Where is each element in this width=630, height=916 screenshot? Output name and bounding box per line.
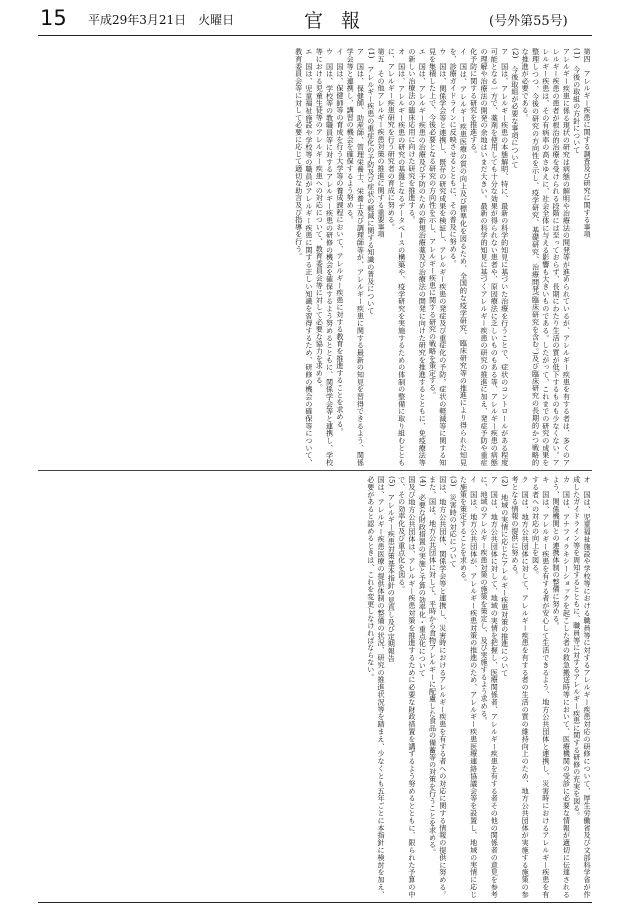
paragraph: イ 国は、地方公共団体が、アレルギー疾患対策の推進のため、アレルギー疾患医療連絡協議会等を設置し、地域の実情に応じた施策を策定することを求める。 — [459, 476, 479, 898]
paragraph: オ 国は、児童福祉施設や学校等における職員等に対するアレルギー疾患対応の研修について、厚生労働省及び文部科学省が作成したガイドライン等を周知するとともに、職員等に対するアレルギー疾患に関する研修の充実を図る。 — [572, 476, 592, 898]
paragraph: ク 国は、地方公共団体に対して、アレルギー疾患を有する者の生活の質の維持向上のため、地方公共団体が実施する施策の参考となる情報の提供に努める。 — [510, 476, 531, 898]
paragraph: ア 国は、地方公共団体に対して、地域の実情を把握し、医療関係者、アレルギー疾患を有する者その他の関係者の意見を参考に、地域のアレルギー疾患対策の施策を策定し、及び実施するよう求める。 — [480, 476, 500, 898]
issue-date: 平成29年3月21日 火曜日 — [88, 13, 235, 27]
paragraph: 国は、アレルギー疾患医療の提供体制の整備の状況、研究の推進状況等を踏まえ、少なくとも五年ごとに本指針に検討を加え、必要があると認めるときは、これを変更しなければならない。 — [366, 476, 387, 898]
paragraph: 第五 その他アレルギー疾患対策の推進に関する重要事項 — [377, 48, 387, 238]
footer-rule — [38, 902, 592, 903]
page-number: 15 — [40, 6, 67, 30]
paragraph: ア 国は、保健師、助産師、管理栄養士、栄養士及び調理師等が、アレルギー疾患に関する最新の知見を習得できるよう、関係学会等と連携し、講習の機会を確保するよう努める。 — [346, 48, 366, 466]
paragraph: ウ 国は、学校等の教職員等に対するアレルギー疾患の研修の機会を確保するよう努めるとともに、関係学会等と連携し、学校等における児童生徒等のアレルギー疾患への対応について、教育委員会等に対して必要な協力を求める。 — [315, 48, 335, 466]
section-divider — [38, 470, 592, 471]
paragraph: キ 国は、アレルギー疾患を有する者が安心して生活できるよう、地方公共団体と連携し、災害時におけるアレルギー疾患を有する者への対応の向上を図る。 — [531, 476, 551, 898]
paragraph: 第四 アレルギー疾患に関する調査及び研究に関する事項 — [583, 48, 592, 238]
paragraph: (2) 今後取組が必要な事項について — [510, 48, 520, 169]
paragraph: オ 国は、アレルギー疾患の研究の基盤となるデータベースの構築や、疫学研究を実施するための体制の整備に取り組むとともに、アレルギー疾患研究を行う研究者の育成に努める。 — [387, 48, 407, 466]
gazette-title: 官報 — [304, 10, 379, 32]
paragraph: ア 国は、アレルギー疾患の本態解明、特に、最新の科学的知見に基づいた治療を行うことで、症状のコントロールがある程度可能となる一方で、薬剤を使用しても十分な効果が得られない患者や、原因療法に乏しいものもある等、アレルギー疾患の病態の理解や治療法の開発の余地はいまだ大きい。最新の科学的知見に基づくアレルギー疾患の研究の推進に加え、発症予防や重症化予防に関する研究を推進する。 — [469, 48, 510, 466]
paragraph: (4) 必要な財政措置の実施と予算の効率化・重点化について — [418, 476, 428, 677]
header-rule — [38, 35, 592, 36]
paragraph: (5) アレルギー疾患対策基本指針の見直し及び定期報告 — [387, 476, 397, 662]
paragraph: (1) アレルギー疾患の重症化の予防及び症状の軽減に関する知識の普及について — [366, 48, 376, 315]
paragraph: (3) 災害時の対応について — [449, 476, 459, 567]
lower-text-block — [38, 476, 592, 898]
paragraph: アレルギー疾患に係る現状の研究は病態の解明や治療法の開発等が進められているが、アレルギー疾患を有する者は、多くのアレルギー疾患の患者が根治的治療を受けられる段階には至っておらず、長期にわたり生活の質が低下するものも少なくない。アレルギー疾患は、その有病率の高さゆえに、社会全体に与える影響も大きいものである。したがって、これまでの研究の成果を整理しつつ、今後の研究の方向性を示し、疫学研究、基礎研究、治療開発(臨床研究を含む。)及び臨床研究の長期的かつ戦略的な推進が必要である。 — [521, 48, 572, 466]
paragraph: 国は、地方公共団体、関係学会等と連携し、災害時におけるアレルギー疾患を有する者への対応に関する情報の提供に努める。また、国は、地方公共団体に対して、平時から食物アレルギーに配慮した食品の備蓄等の対策を行うことを求める。 — [428, 476, 448, 898]
paragraph: (1) 今後の取組の方針について — [572, 48, 582, 154]
paragraph: エ 国は、児童福祉施設や学校等の職員がアレルギー疾患に関する正しい知識を習得するため、研修の機会の確保等について、教育委員会等に対して必要に応じて適切な助言及び指導を行う。 — [294, 48, 314, 466]
paragraph: イ 国は、保健師等の育成を行う大学等の養成課程において、アレルギー疾患に対する教育を推進することを求める。 — [335, 48, 345, 435]
paragraph: 国及び地方公共団体は、アレルギー疾患対策を推進するために必要な財政措置を講ずるよう努めるとともに、限られた予算の中で、その効率化及び重点化を図る。 — [397, 476, 417, 898]
page-header — [0, 0, 630, 44]
paragraph: カ 国は、アナフィラキシーショックを起こした者の救急搬送時等において、医療機関の受診に必要な情報が適切に伝達されるよう、関係機関との連携体制の整備に努める。 — [552, 476, 572, 898]
paragraph: イ 国は、アレルギー疾患医療の質の向上及び標準化を図るため、全国的な疫学研究、臨床研究等の推進により得られた知見を、診療ガイドラインに反映させるとともに、その普及に努める。 — [449, 48, 469, 466]
upper-text-block — [38, 48, 592, 466]
paragraph: ウ 国は、関係学会等と連携し、既存の研究成果を検証し、アレルギー疾患の発症及び重症化の予防、症状の軽減等に関する知見を集積した上で、今後必要となる研究の方向性を示し、アレルギー疾患に関する研究の戦略を策定する。 — [428, 48, 448, 466]
paragraph: (2) 地域の実情に応じたアレルギー疾患対策の推進について — [500, 476, 510, 677]
paragraph: エ 国は、アレルギー疾患の治療及び予防のための新規治療薬及び治療法の開発に向けた研究を推進するとともに、免疫療法等の新しい治療法の臨床応用に向けた研究を推進する。 — [407, 48, 428, 466]
edition-number: (号外第55号) — [489, 14, 568, 29]
